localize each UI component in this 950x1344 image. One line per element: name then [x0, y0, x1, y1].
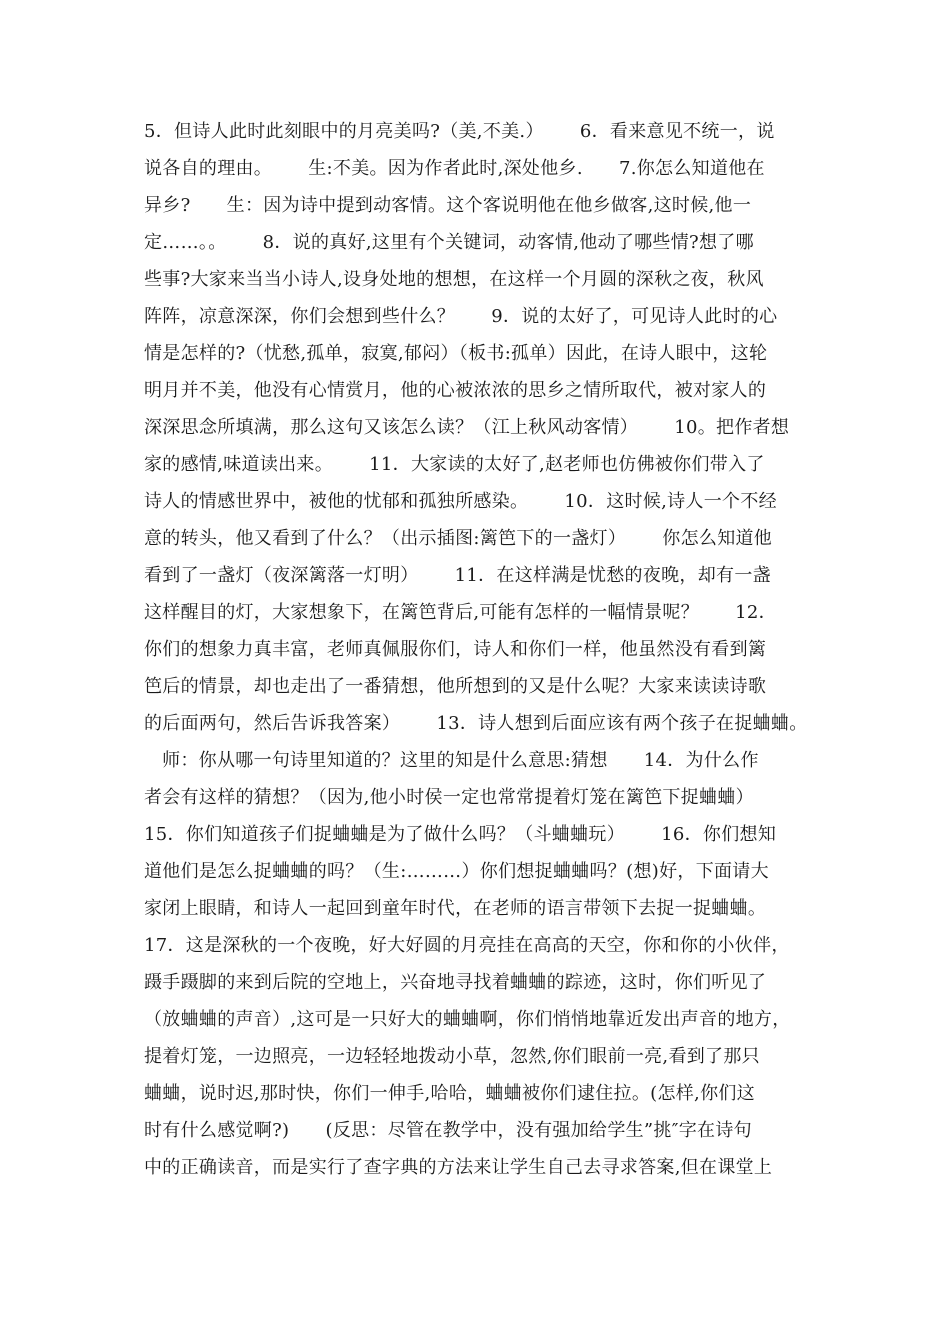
- text-line: 这样醒目的灯，大家想象下，在篱笆背后,可能有怎样的一幅情景呢？ 12．: [144, 602, 777, 623]
- text-line: 深深思念所填满，那么这句又该怎么读？（江上秋风动客情） 10。把作者想: [144, 417, 790, 438]
- text-line: 者会有这样的猜想？（因为,他小时侯一定也常常提着灯笼在篱笆下捉蛐蛐）: [144, 787, 754, 808]
- text-line: 5．但诗人此时此刻眼中的月亮美吗?（美,不美.） 6．看来意见不统一，说: [144, 121, 775, 142]
- text-line: 明月并不美，他没有心情赏月，他的心被浓浓的思乡之情所取代，被对家人的: [144, 380, 767, 401]
- text-line: 说各自的理由。 生:不美。因为作者此时,深处他乡. 7.你怎么知道他在: [144, 158, 765, 179]
- text-line: 17．这是深秋的一个夜晚，好大好圆的月亮挂在高高的天空，你和你的小伙伴，: [144, 935, 790, 956]
- text-line: 异乡? 生：因为诗中提到动客情。这个客说明他在他乡做客,这时候,他一: [144, 195, 752, 216]
- text-line: 中的正确读音，而是实行了查字典的方法来让学生自己去寻求答案,但在课堂上: [144, 1157, 773, 1178]
- text-line: （放蛐蛐的声音）,这可是一只好大的蛐蛐啊，你们悄悄地靠近发出声音的地方，: [144, 1009, 791, 1030]
- text-line: 师：你从哪一句诗里知道的？这里的知是什么意思:猜想 14．为什么作: [144, 750, 759, 771]
- text-line: 提着灯笼，一边照亮，一边轻轻地拨动小草，忽然,你们眼前一亮,看到了那只: [144, 1046, 760, 1067]
- text-line: 意的转头，他又看到了什么？（出示插图:篱笆下的一盏灯） 你怎么知道他: [144, 528, 773, 549]
- text-line: 时有什么感觉啊?) (反思：尽管在教学中，没有强加给学生”挑″字在诗句: [144, 1120, 752, 1141]
- text-line: 定……。。 8．说的真好,这里有个关键词，动客情,他动了哪些情?想了哪: [144, 232, 754, 253]
- text-line: 15．你们知道孩子们捉蛐蛐是为了做什么吗？（斗蛐蛐玩） 16．你们想知: [144, 824, 777, 845]
- text-line: 的后面两句，然后告诉我答案） 13．诗人想到后面应该有两个孩子在捉蛐蛐。: [144, 713, 808, 734]
- text-line: 诗人的情感世界中，被他的忧郁和孤独所感染。 10．这时候,诗人一个不经: [144, 491, 777, 512]
- text-line: 家的感情,味道读出来。 11．大家读的太好了,赵老师也仿佛被你们带入了: [144, 454, 765, 475]
- text-line: 家闭上眼睛，和诗人一起回到童年时代，在老师的语言带领下去捉一捉蛐蛐。: [144, 898, 767, 919]
- text-line: 阵阵，凉意深深，你们会想到些什么？ 9．说的太好了，可见诗人此时的心: [144, 306, 778, 327]
- text-line: 你们的想象力真丰富，老师真佩服你们，诗人和你们一样，他虽然没有看到篱: [144, 639, 767, 660]
- text-line: 些事?大家来当当小诗人,设身处地的想想，在这样一个月圆的深秋之夜，秋风: [144, 269, 764, 290]
- text-line: 蹑手蹑脚的来到后院的空地上，兴奋地寻找着蛐蛐的踪迹，这时，你们听见了: [144, 972, 767, 993]
- text-line: 道他们是怎么捉蛐蛐的吗？（生:………）你们想捉蛐蛐吗？(想)好，下面请大: [144, 861, 769, 882]
- text-line: 笆后的情景，却也走出了一番猜想，他所想到的又是什么呢？大家来读读诗歌: [144, 676, 767, 697]
- text-line: 看到了一盏灯（夜深篱落一灯明） 11．在这样满是忧愁的夜晚，却有一盏: [144, 565, 771, 586]
- text-line: 蛐蛐，说时迟,那时快，你们一伸手,哈哈，蛐蛐被你们逮住拉。(怎样,你们这: [144, 1083, 755, 1104]
- text-line: 情是怎样的?（忧愁,孤单，寂寞,郁闷）（板书:孤单）因此，在诗人眼中，这轮: [144, 343, 768, 364]
